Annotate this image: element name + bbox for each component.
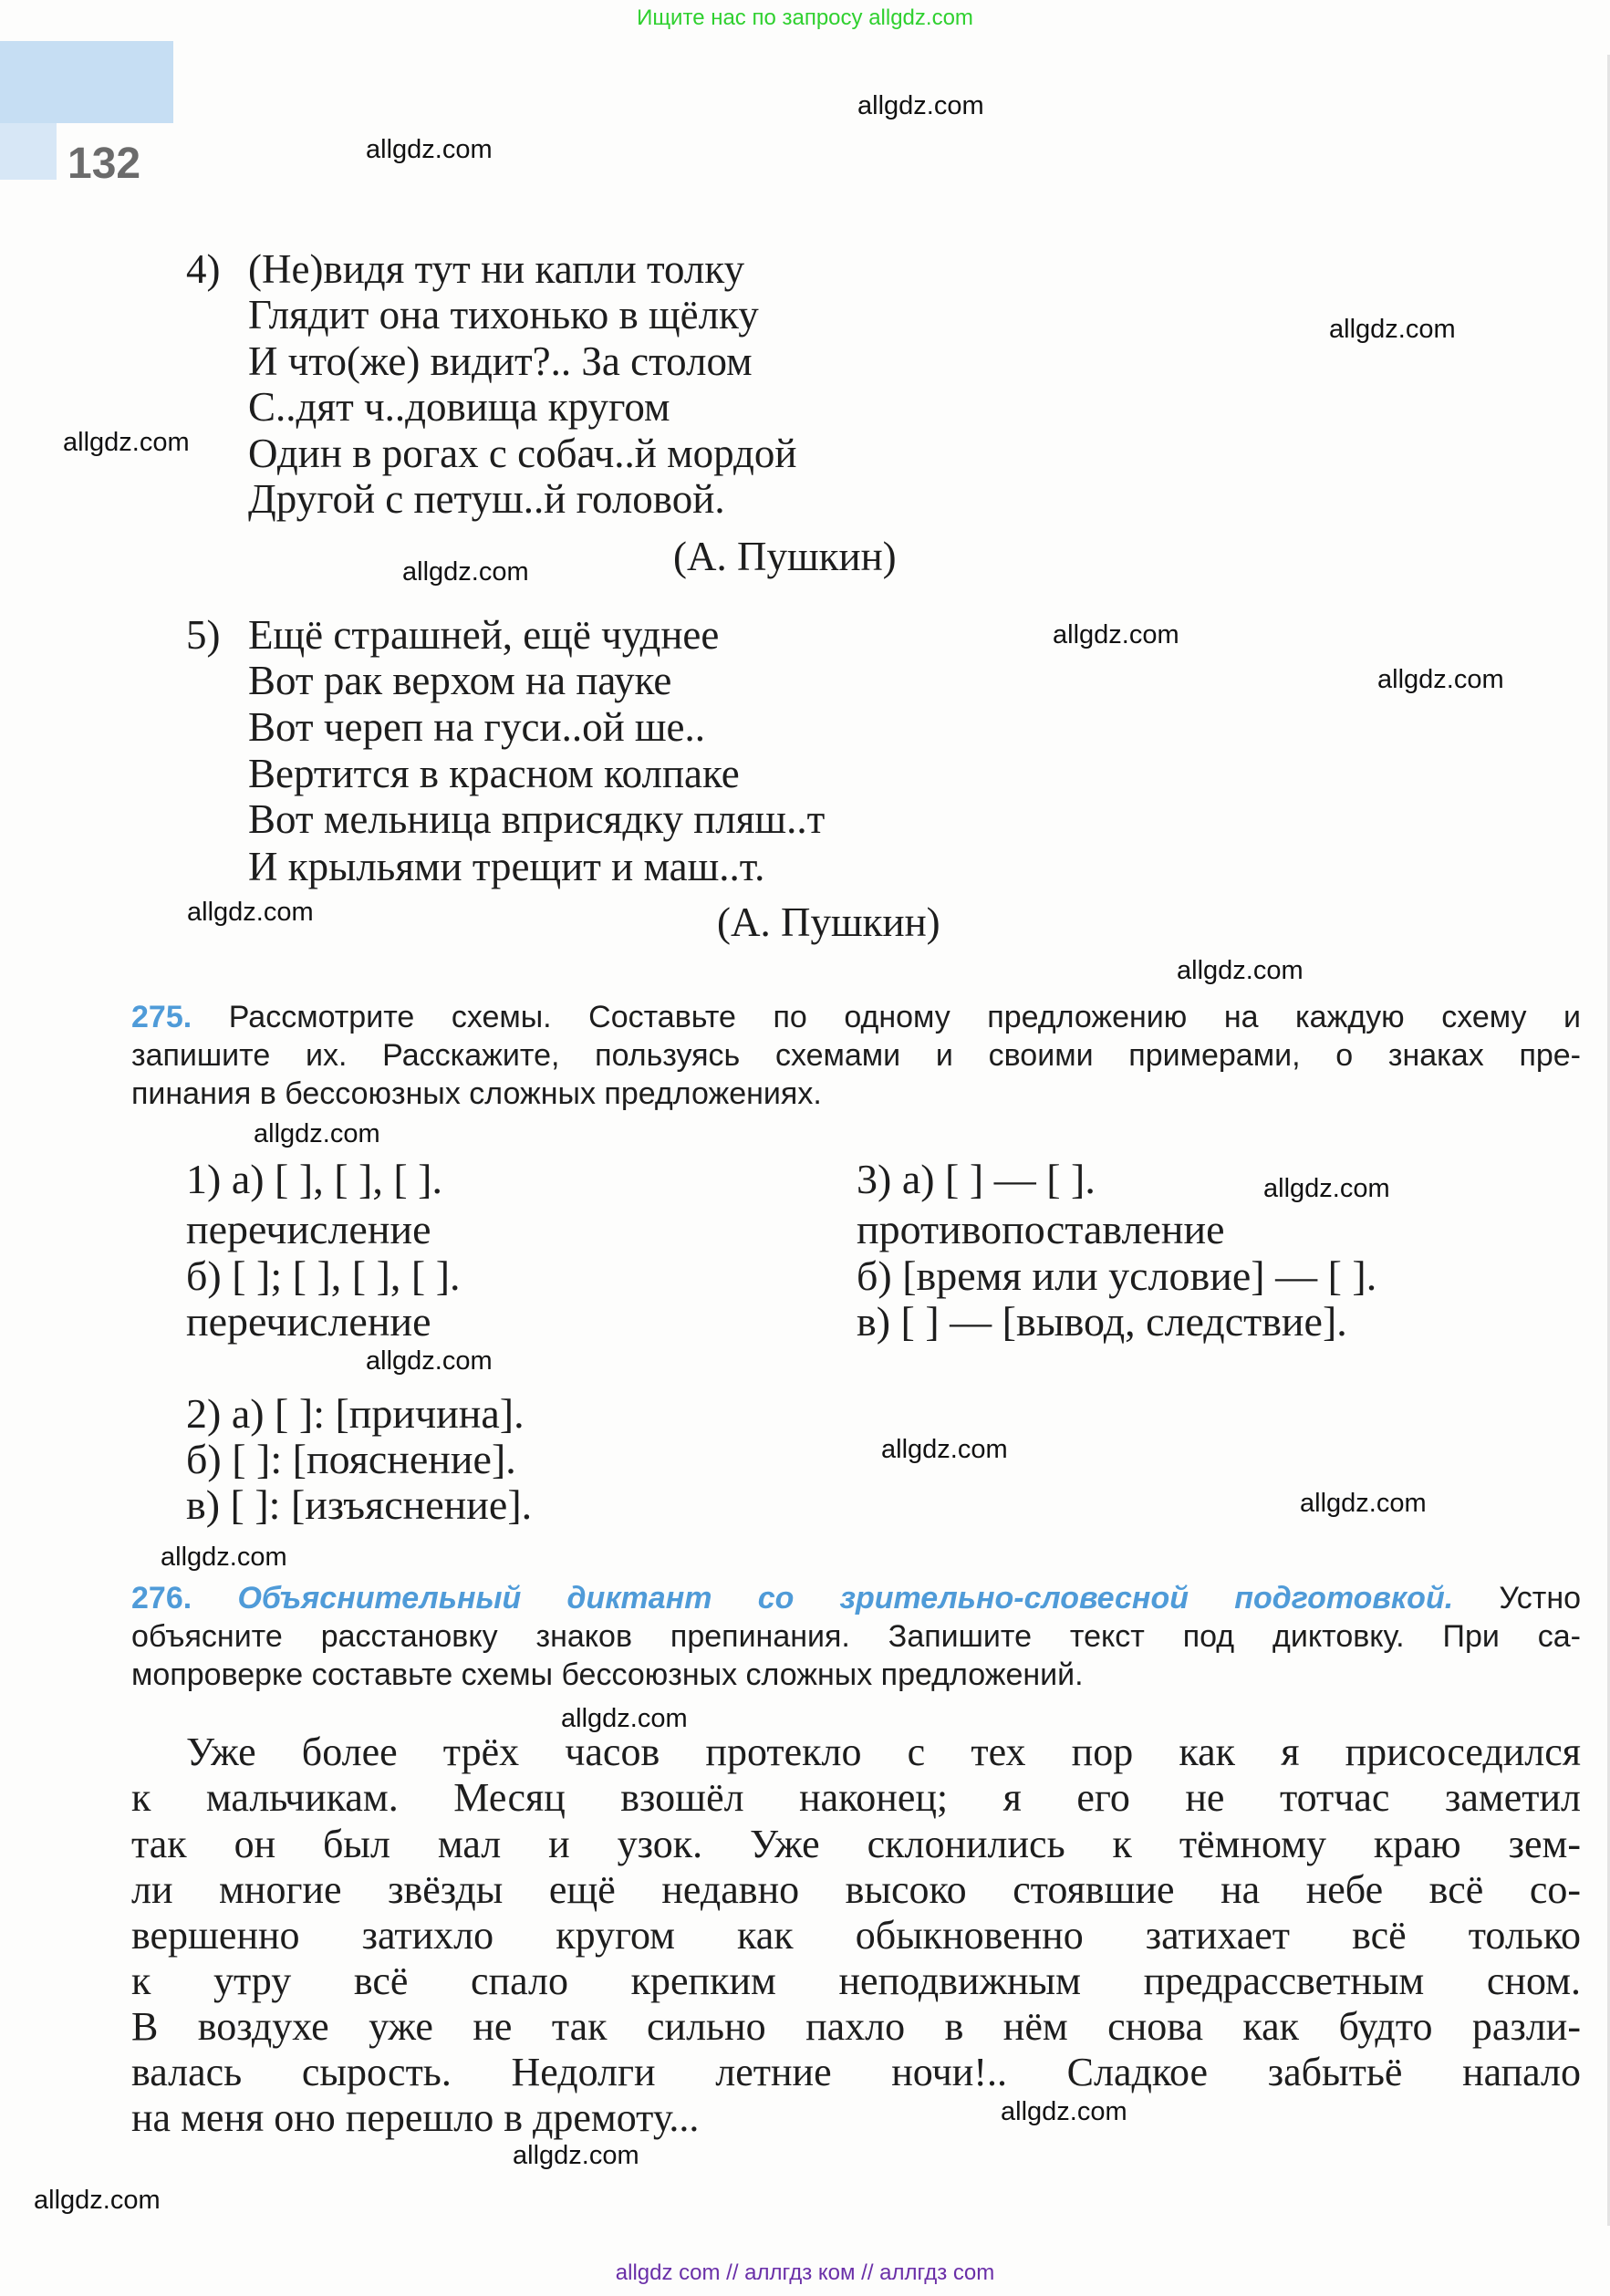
task276-number: 276. [131, 1581, 192, 1616]
poem5-line: Вот череп на гуси..ой ше.. [248, 704, 706, 750]
watermark[interactable]: allgdz.com [1263, 1174, 1390, 1203]
scheme-1a: 1) а) [ ], [ ], [ ]. [186, 1156, 442, 1202]
watermark[interactable]: allgdz.com [187, 898, 314, 927]
footer-ad-banner[interactable]: allgdz com // аллгдз ком // аллгдз com [615, 2260, 995, 2285]
scheme-1b: б) [ ]; [ ], [ ], [ ]. [186, 1252, 461, 1299]
task276-title: Объяснительный диктант со зрительно-словесной подготовкой. [237, 1581, 1454, 1616]
watermark[interactable]: allgdz.com [1329, 315, 1456, 344]
scheme-2b: б) [ ]: [пояснение]. [186, 1436, 516, 1482]
dictation-line: валась сырость. Недолги летние ночи!.. Сладкое забытьё напало [131, 2050, 1581, 2094]
scheme-2a: 2) а) [ ]: [причина]. [186, 1390, 525, 1437]
watermark[interactable]: allgdz.com [1377, 665, 1504, 694]
watermark[interactable]: allgdz.com [1177, 956, 1304, 985]
poem5-line: Вот рак верхом на пауке [248, 658, 672, 703]
poem5-number: 5) [186, 612, 221, 658]
scheme-3a-label: противопоставление [857, 1206, 1225, 1252]
task276-line: 276. Объяснительный диктант со зрительно-словесной подготовкой. Устно [131, 1581, 1582, 1616]
dictation-line: Уже более трёх часов протекло с тех пор как я присоседился [186, 1730, 1581, 1774]
scheme-2c: в) [ ]: [изъяснение]. [186, 1481, 533, 1528]
poem4-line: Один в рогах с собач..й мордой [248, 431, 797, 476]
dictation-line: на меня оно перешло в дремоту... [131, 2095, 700, 2140]
watermark[interactable]: allgdz.com [366, 1346, 493, 1376]
dictation-line: вершенно затихло кругом как обыкновенно затихает всё только [131, 1913, 1581, 1958]
task275-line: 275. Рассмотрите схемы. Составьте по одному предложению на каждую схему и [131, 1000, 1582, 1034]
watermark[interactable]: allgdz.com [857, 91, 984, 120]
watermark[interactable]: allgdz.com [881, 1435, 1008, 1464]
watermark[interactable]: allgdz.com [513, 2141, 639, 2170]
watermark[interactable]: allgdz.com [1300, 1489, 1427, 1518]
poem5-author: (А. Пушкин) [717, 899, 940, 945]
poem4-line: Другой с петуш..й головой. [248, 476, 725, 522]
scheme-3c: в) [ ] — [вывод, следствие]. [857, 1298, 1347, 1345]
poem5-line: Вот мельница вприсядку пляш..т [248, 796, 826, 842]
task275-line: запишите их. Расскажите, пользуясь схемами и своими примерами, о знаках пре- [131, 1038, 1581, 1073]
poem4-line: С..дят ч..довища кругом [248, 384, 670, 430]
task275-line: пинания в бессоюзных сложных предложениях. [131, 1076, 822, 1111]
page-corner-decoration-lower [0, 123, 57, 180]
watermark[interactable]: allgdz.com [63, 428, 190, 457]
dictation-line: так он был мал и узок. Уже склонились к тёмному краю зем- [131, 1822, 1581, 1866]
task276-line: объясните расстановку знаков препинания. Запишите текст под диктовку. При са- [131, 1619, 1581, 1654]
watermark[interactable]: allgdz.com [561, 1704, 688, 1733]
task276-line: мопроверке составьте схемы бессоюзных сложных предложений. [131, 1657, 1084, 1692]
watermark[interactable]: allgdz.com [161, 1543, 287, 1572]
watermark[interactable]: allgdz.com [1053, 620, 1179, 649]
page-number: 132 [68, 140, 141, 188]
poem4-author: (А. Пушкин) [673, 534, 897, 579]
dictation-line: к мальчикам. Месяц взошёл наконец; я его не тотчас заметил [131, 1775, 1581, 1820]
scheme-3a: 3) а) [ ] — [ ]. [857, 1156, 1096, 1202]
watermark[interactable]: allgdz.com [366, 135, 493, 164]
dictation-line: к утру всё спало крепким неподвижным предрассветным сном. [131, 1958, 1581, 2003]
poem5-line: И крыльями трещит и маш..т. [248, 844, 765, 889]
scheme-1b-label: перечисление [186, 1298, 431, 1345]
watermark[interactable]: allgdz.com [34, 2186, 161, 2215]
task275-number: 275. [131, 1000, 192, 1034]
poem4-line: (Не)видя тут ни капли толку [248, 246, 745, 292]
dictation-line: ли многие звёзды ещё недавно высоко стоявшие на небе всё со- [131, 1867, 1581, 1912]
page-corner-decoration [0, 41, 173, 123]
watermark[interactable]: allgdz.com [1001, 2097, 1127, 2126]
poem4-line: И что(же) видит?.. За столом [248, 338, 753, 384]
scheme-1a-label: перечисление [186, 1206, 431, 1252]
poem4-line: Глядит она тихонько в щёлку [248, 292, 759, 338]
watermark[interactable]: allgdz.com [402, 557, 529, 587]
top-ad-banner[interactable]: Ищите нас по запросу allgdz.com [637, 5, 973, 30]
poem5-line: Ещё страшней, ещё чуднее [248, 612, 720, 658]
scheme-3b: б) [время или условие] — [ ]. [857, 1252, 1377, 1299]
poem5-line: Вертится в красном колпаке [248, 751, 740, 796]
watermark[interactable]: allgdz.com [254, 1119, 380, 1148]
dictation-line: В воздухе уже не так сильно пахло в нём снова как будто разли- [131, 2004, 1581, 2049]
poem4-number: 4) [186, 246, 221, 292]
